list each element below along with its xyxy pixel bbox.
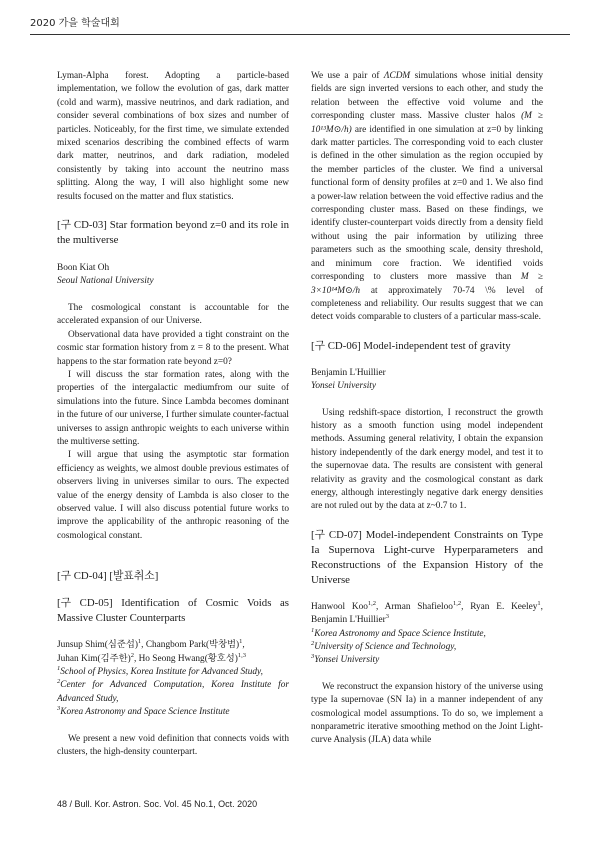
cd07-paragraph-start: We reconstruct the expansion history of the universe using type Ia supernovae (SN Ia) in a manner independent of any cosmological model assumptions. To do so, we implement a nonparametric iterative smoothing method on the Joint Light-curve Analysis (JLA) data while (311, 681, 543, 746)
cd06-title: [구 CD-06] Model-independent test of gravity (311, 339, 511, 352)
cd03-title: [구 CD-03] Star formation beyond z=0 and its role in the multiverse (57, 219, 289, 247)
cd07-affiliation-3: $^3$Yonsei University (311, 653, 380, 666)
cd05-paragraph-start: We present a new void definition that connects voids with clusters, the high-density counterpart. (57, 733, 289, 758)
cd03-paragraph-1: The cosmological constant is accountable for the accelerated expansion of our Universe. (57, 302, 289, 327)
cd05-affiliation-1: $^1$School of Physics, Korea Institute for Advanced Study, (57, 664, 263, 677)
running-header: 2020 가을 학술대회 (30, 18, 120, 29)
cd05-authors-line-2: Juhan Kim(김주한)$^2$, Ho Seong Hwang(황호성)$^{1,3}$ (57, 651, 246, 664)
cd07-title: [구 CD-07] Model-independent Constraints on Type Ia Supernova Light-curve Hyperparameters and Reconstructions of the Expansion History of the Universe (311, 528, 543, 586)
cd06-author: Benjamin L'Huillier (311, 367, 386, 378)
cd05-affiliation-3: $^3$Korea Astronomy and Space Science Institute (57, 705, 230, 718)
mass-threshold-formula-1: (M ≥ 10¹³M⊙/h) (311, 111, 543, 135)
lcdm-symbol: ΛCDM (383, 71, 411, 81)
cd03-paragraph-2: Observational data have provided a tight constraint on the cosmic star formation history from z = 8 to the present. What happens to the star formation rate beyond z=0? (57, 329, 289, 367)
right-column (311, 70, 543, 748)
cd03-affiliation: Seoul National University (57, 276, 154, 287)
cd06-paragraph: Using redshift-space distortion, I reconstruct the growth history as a smooth function using model independent methods. Assuming general relativity, I obtain the expansion history independently of the dark energy model, and test it to the supernovae data. The results are consistent with general relativity as gravity and the cosmological constant as dark energy, although interestingly negative dark energy densities are not ruled out by the data at z~0.7 to 1. (311, 407, 543, 512)
cd04-title: [구 CD-04] [발표취소] (57, 570, 159, 583)
cd03-author: Boon Kiat Oh (57, 263, 110, 274)
cd07-affiliation-1: $^1$Korea Astronomy and Space Science Institute, (311, 626, 486, 639)
cd07-affiliation-2: $^2$University of Science and Technology, (311, 639, 457, 652)
cd05-authors-line-1: Junsup Shim(심준섭)$^1$, Changbom Park(박창범)$^1$, (57, 638, 245, 651)
mass-threshold-formula-2: M ≥ 3×10¹⁴M⊙/h (311, 272, 543, 296)
cd03-paragraph-3: I will discuss the star formation rates, along with the properties of the intergalactic mediumfrom our suite of simulations into the future. Since Lambda becomes dominant in the future of our universe, I further simulate counter-factual universes to assign anthropic weights to each universe within the multiverse setting. (57, 369, 289, 447)
cd05-continuation: We use a pair of ΛCDM simulations whose initial density fields are sign inverted versions to each other, and study the relation between the effective void volume and the corresponding cluster mass. Massive cluster halos (M ≥ 10¹³M⊙/h) are identified in one simulation at z=0 by linking dark matter particles. The corresponding void to each cluster is defined in the other simulation as the region occupied by the member particles of the cluster. We find a universal functional form of density profiles at z=0 and 1. We also find a power-law relation between the void effective radius and the corresponding cluster mass. Based on these findings, we identify cluster-counterpart voids directly from a density field without using the pair information by utilizing three parameters such as the smoothing scale, density threshold, and minimum core fraction. We identified voids corresponding to clusters more massive than M ≥ 3×10¹⁴M⊙/h at approximately 70-74 \% level of completeness and reliability. Our results suggest that we can detect voids comparable to clusters of a particular mass-scale. (311, 71, 544, 323)
left-column (57, 70, 289, 759)
cd03-paragraph-4: I will argue that using the asymptotic star formation efficiency as weights, we almost double previous estimates of observers living in universes similar to ours. The expected value of the energy density of Lambda is also closer to the observed value. I will also discuss potential future works to improve the applicability of the anthropic reasoning of the cosmological constant. (57, 450, 289, 541)
cd05-title: [구 CD-05] Identification of Cosmic Voids as Massive Cluster Counterparts (57, 597, 289, 625)
carry-over-paragraph: Lyman-Alpha forest. Adopting a particle-based implementation, we follow the evolution of gas, dark matter (cold and warm), massive neutrinos, and dark radiation, and consider several combinations of box sizes and number of particles. Noticeably, for the first time, we simulate extended mixed scenarios describing the combined effects of warm dark matter, neutrinos, and dark radiation, modeled consistently by taking into account the neutrino mass splitting. Along the way, I will also highlight some new results focused on the matter and flux statistics. (57, 71, 289, 202)
page-footer: 48 / Bull. Kor. Astron. Soc. Vol. 45 No.1, Oct. 2020 (57, 799, 258, 809)
cd07-authors: Hanwool Koo$^{1,2}$, Arman Shafieloo$^{1,2}$, Ryan E. Keeley$^1$, Benjamin L'Huillier$^3$ (311, 599, 543, 626)
header-rule (30, 34, 570, 35)
cd05-affiliation-2: $^2$Center for Advanced Computation, Korea Institute for Advanced Study, (57, 678, 289, 704)
cd06-affiliation: Yonsei University (311, 381, 376, 392)
